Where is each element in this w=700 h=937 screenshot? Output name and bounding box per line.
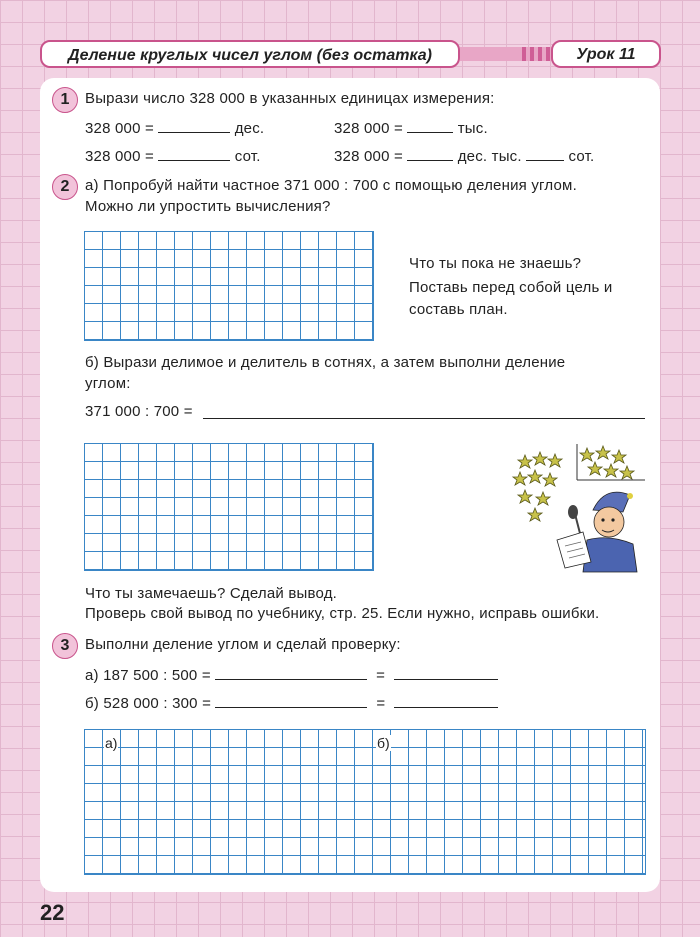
task-3-grid[interactable] (84, 729, 646, 875)
task-1-row1-right (334, 118, 488, 139)
star-icon (533, 452, 547, 465)
star-icon (528, 470, 542, 483)
star-icon (612, 450, 626, 463)
answer-blank[interactable] (394, 665, 498, 680)
answer-blank[interactable] (158, 146, 230, 161)
star-icon (588, 462, 602, 475)
hint-line3: составь план. (409, 301, 508, 318)
star-icon (604, 464, 618, 477)
hint-line2: Поставь перед собой цель и (409, 279, 613, 296)
task-3-a (85, 665, 498, 686)
task-2-conclusion2: Проверь свой вывод по учебнику, стр. 25. Если нужно, исправь ошибки. (85, 605, 600, 622)
task-1-prompt: Вырази число 328 000 в указанных единицах измерения: (85, 90, 495, 107)
header-decor-strip (460, 47, 552, 61)
star-icon (620, 466, 634, 479)
unit: дес. тыс. (457, 148, 522, 165)
page-number: 22 (40, 900, 65, 925)
star-icon (596, 446, 610, 459)
equals-sign: = (376, 695, 386, 712)
unit: сот. (568, 148, 595, 165)
task-2-b-line2: углом: (85, 375, 131, 392)
answer-blank[interactable] (394, 693, 498, 708)
task-1-row2-left (85, 146, 261, 167)
expression: 328 000 = (334, 148, 403, 165)
hint-line1: Что ты пока не знаешь? (409, 255, 582, 272)
task-2-number: 2 (52, 174, 78, 200)
star-icon (518, 455, 532, 468)
task-2-a-line2: Можно ли упростить вычисления? (85, 198, 331, 215)
expression: 328 000 = (334, 120, 403, 137)
expression: а) 187 500 : 500 = (85, 667, 211, 684)
star-icon (543, 473, 557, 486)
grid-label-b: б) (377, 735, 390, 751)
equals-sign: = (376, 667, 386, 684)
star-icon (513, 472, 527, 485)
unit: дес. (234, 120, 265, 137)
task-2-a-line1: а) Попробуй найти частное 371 000 : 700 с помощью деления углом. (85, 177, 577, 194)
task-2-answer-line[interactable] (203, 418, 645, 419)
unit: тыс. (457, 120, 488, 137)
task-2-equation: 371 000 : 700 = (85, 403, 193, 420)
answer-blank[interactable] (407, 118, 453, 133)
boy-with-stars-illustration (505, 440, 650, 575)
lesson-title: Деление круглых чисел углом (без остатка) (40, 40, 460, 68)
task-3-number: 3 (52, 633, 78, 659)
lesson-number: Урок 11 (551, 40, 661, 68)
task-1-row2-right (334, 146, 594, 167)
task-2-b-line1: б) Вырази делимое и делитель в сотнях, а затем выполни деление (85, 354, 566, 371)
expression: 328 000 = (85, 120, 154, 137)
task-2-conclusion1: Что ты замечаешь? Сделай вывод. (85, 585, 338, 602)
answer-blank[interactable] (215, 693, 367, 708)
answer-blank[interactable] (526, 146, 564, 161)
star-icon (518, 490, 532, 503)
unit: сот. (234, 148, 261, 165)
grid-label-a: а) (105, 735, 118, 751)
task-2a-grid[interactable] (84, 231, 374, 341)
answer-blank[interactable] (158, 118, 230, 133)
task-2b-grid[interactable] (84, 443, 374, 571)
task-1-number: 1 (52, 87, 78, 113)
task-3-prompt: Выполни деление углом и сделай проверку: (85, 636, 401, 653)
answer-blank[interactable] (407, 146, 453, 161)
answer-blank[interactable] (215, 665, 367, 680)
star-icon (536, 492, 550, 505)
expression: б) 528 000 : 300 = (85, 695, 212, 712)
star-icon (548, 454, 562, 467)
task-1-row1-left (85, 118, 264, 139)
task-3-b (85, 693, 498, 714)
expression: 328 000 = (85, 148, 154, 165)
star-icon (580, 448, 594, 461)
star-icon (528, 508, 542, 521)
